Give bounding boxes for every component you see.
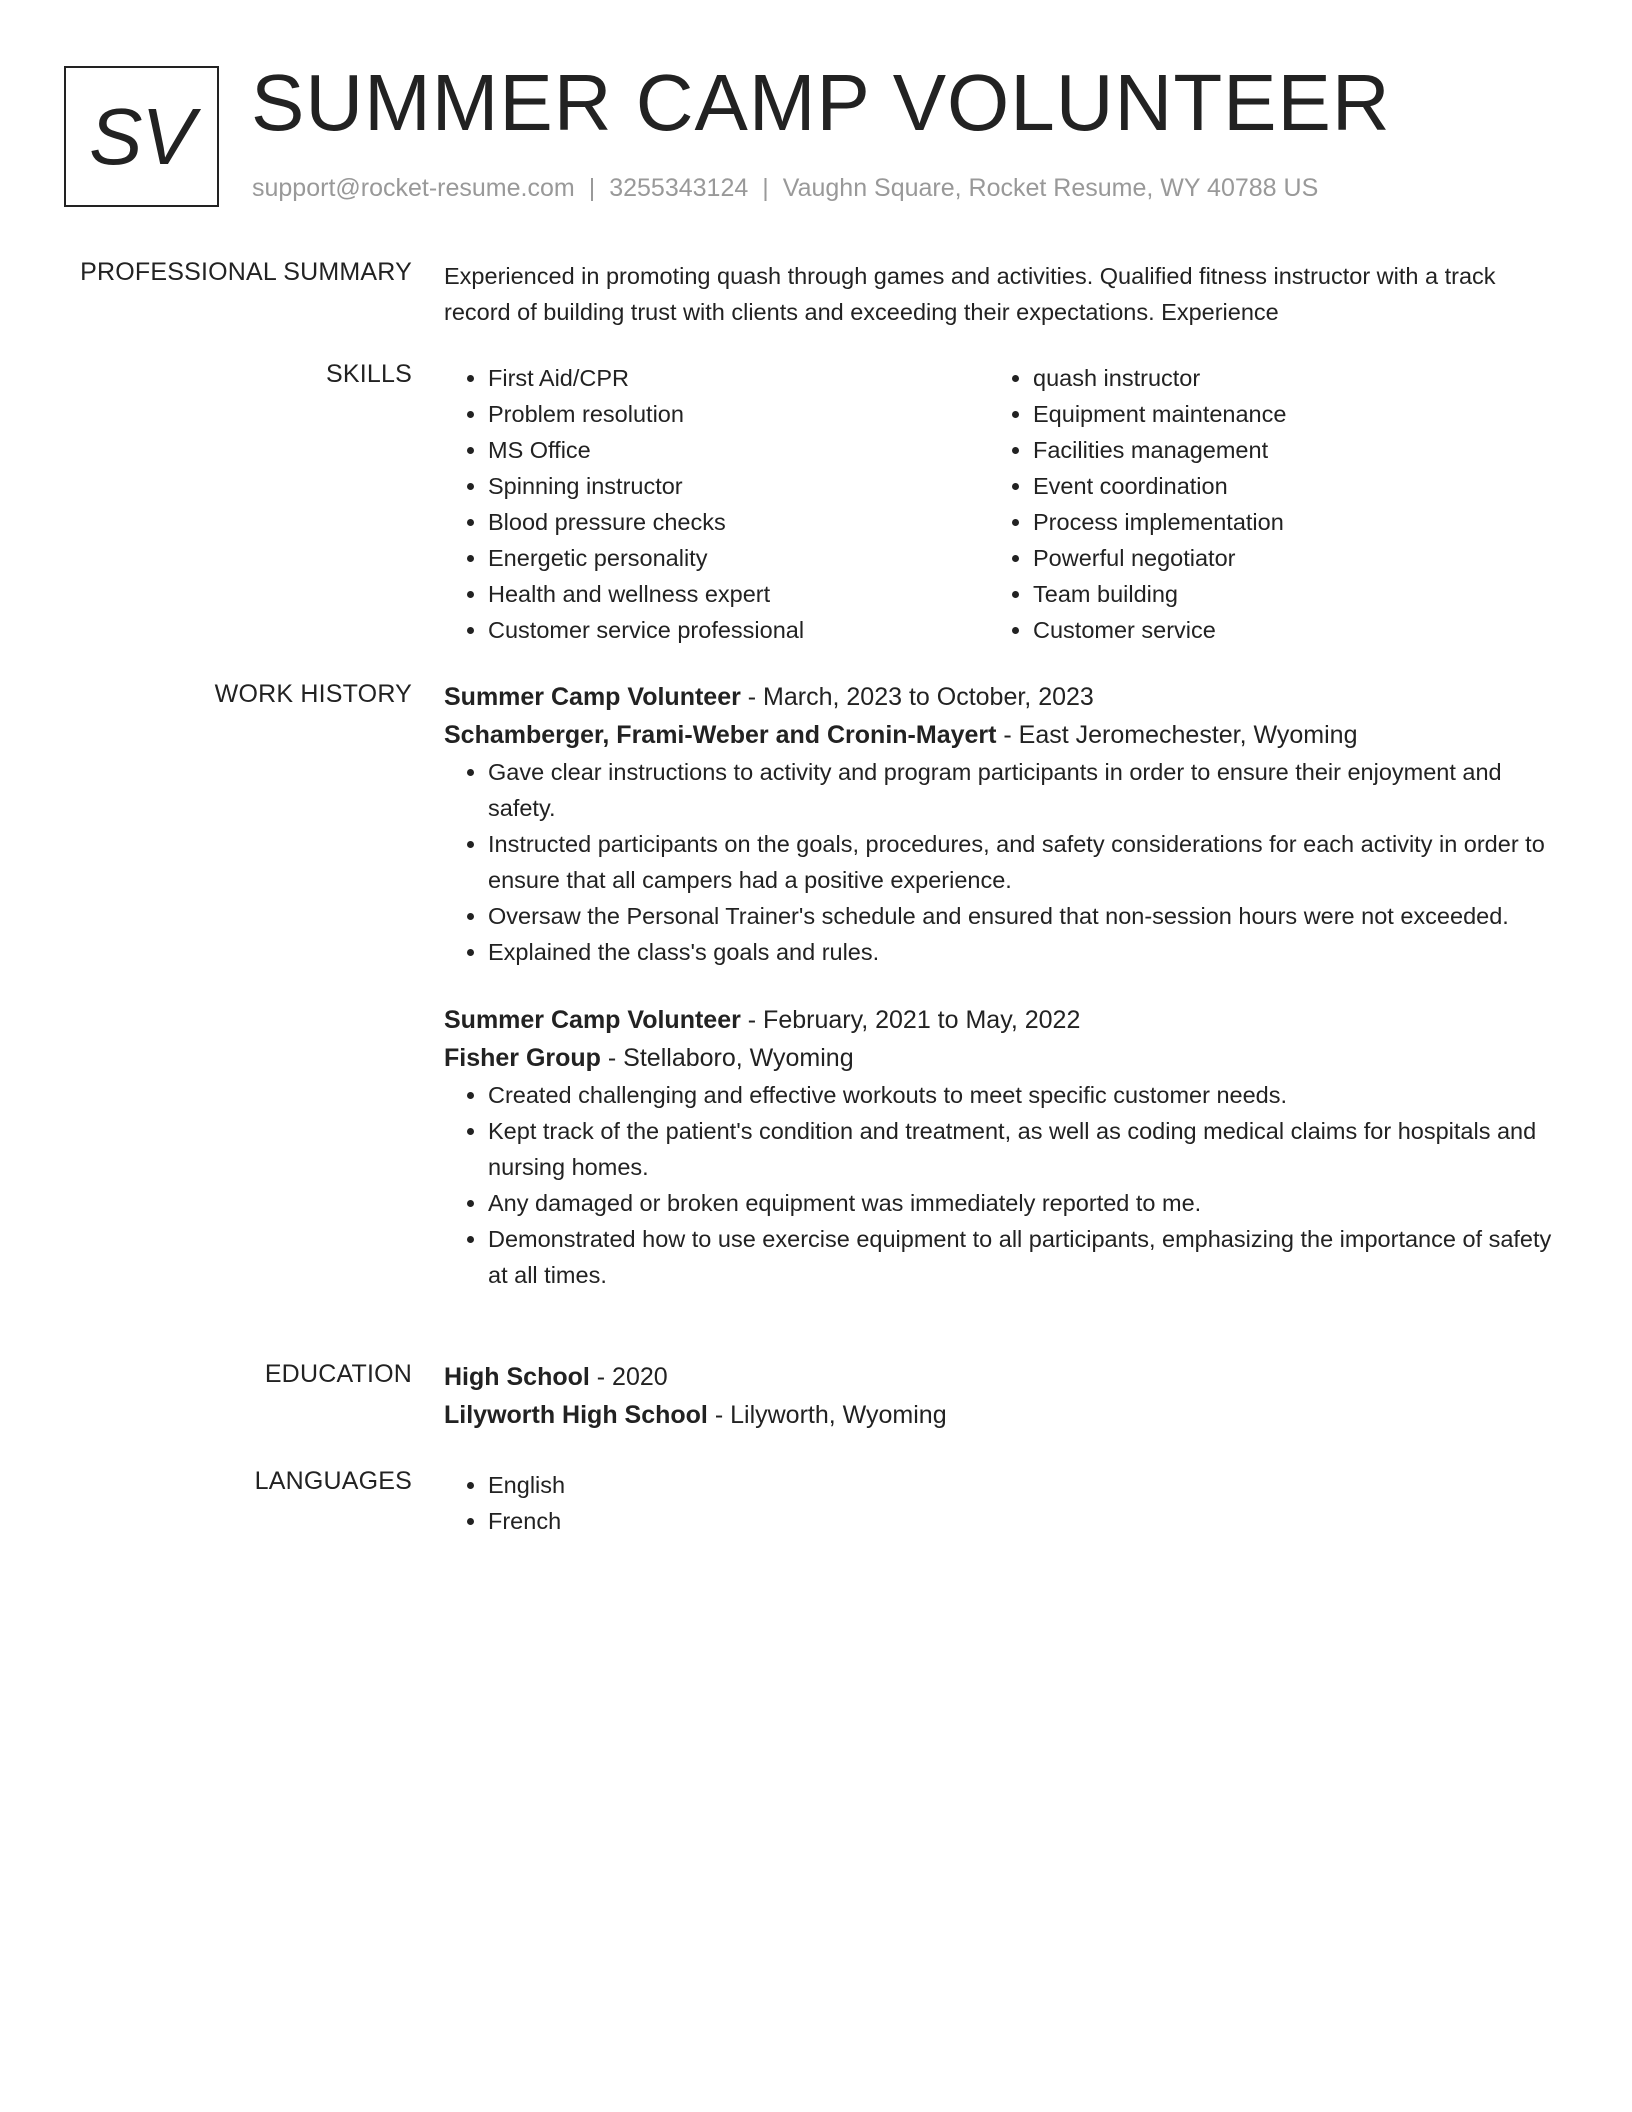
language-item: • English	[488, 1467, 1556, 1503]
languages-list	[444, 1467, 1556, 1539]
skill-item: • Customer service	[1033, 612, 1534, 648]
job-company-line	[444, 1039, 1556, 1077]
contact-line	[252, 174, 1318, 203]
job-title: Summer Camp Volunteer	[444, 683, 741, 711]
page-title: SUMMER CAMP VOLUNTEER	[251, 58, 1391, 147]
skill-item: • Energetic personality	[488, 540, 989, 576]
job-bullet: • Any damaged or broken equipment was immediately reported to me.	[488, 1185, 1556, 1221]
skills-heading: SKILLS	[326, 360, 412, 388]
monogram-logo: SV	[64, 66, 219, 207]
skill-item: • Powerful negotiator	[1033, 540, 1534, 576]
job-title-line	[444, 1001, 1556, 1039]
job-entry	[444, 1001, 1556, 1293]
education-school: Lilyworth High School	[444, 1401, 708, 1429]
job-dates: - March, 2023 to October, 2023	[740, 683, 1094, 711]
job-company: Schamberger, Frami-Weber and Cronin-Mayert	[444, 721, 997, 749]
skill-item: • Problem resolution	[488, 396, 989, 432]
skill-item: • Blood pressure checks	[488, 504, 989, 540]
contact-separator: |	[588, 174, 596, 202]
job-title-line	[444, 678, 1556, 716]
job-bullet: • Demonstrated how to use exercise equipment to all participants, emphasizing the importance of safety at all times.	[488, 1221, 1556, 1293]
job-bullet: • Kept track of the patient's condition and treatment, as well as coding medical claims for hospitals and nursing homes.	[488, 1113, 1556, 1185]
education-year: - 2020	[589, 1363, 668, 1391]
skills-list-right	[989, 360, 1534, 648]
job-title: Summer Camp Volunteer	[444, 1006, 741, 1034]
job-location: - Stellaboro, Wyoming	[600, 1044, 854, 1072]
contact-separator: |	[762, 174, 769, 202]
summary-body	[444, 258, 1556, 330]
skills-body	[444, 360, 1556, 648]
education-heading: EDUCATION	[264, 1360, 412, 1388]
work-history-heading: WORK HISTORY	[214, 680, 412, 708]
summary-heading: PROFESSIONAL SUMMARY	[80, 258, 412, 286]
job-bullets	[444, 754, 1556, 970]
skill-item: • Equipment maintenance	[1033, 396, 1534, 432]
education-degree-line	[444, 1358, 1556, 1396]
skill-item: • Health and wellness expert	[488, 576, 989, 612]
education-degree: High School	[444, 1363, 590, 1391]
skill-item: • quash instructor	[1033, 360, 1534, 396]
languages-heading: LANGUAGES	[254, 1467, 412, 1495]
work-history-body	[444, 678, 1556, 1293]
contact-phone: 3255343124	[609, 174, 749, 202]
job-bullet: • Explained the class's goals and rules.	[488, 934, 1556, 970]
job-dates: - February, 2021 to May, 2022	[740, 1006, 1081, 1034]
job-bullet: • Instructed participants on the goals, procedures, and safety considerations for each activity in order to ensure that all campers had a positive experience.	[488, 826, 1556, 898]
contact-address: Vaughn Square, Rocket Resume, WY 40788 US	[782, 174, 1319, 202]
job-company-line	[444, 716, 1556, 754]
summary-text: Experienced in promoting quash through games and activities. Qualified fitness instructor with a track record of building trust with clients and exceeding their expectations. Experience	[444, 263, 1496, 325]
education-body	[444, 1358, 1556, 1434]
job-bullet: • Oversaw the Personal Trainer's schedule and ensured that non-session hours were not exceeded.	[488, 898, 1556, 934]
education-school-line	[444, 1396, 1556, 1434]
education-location: - Lilyworth, Wyoming	[707, 1401, 947, 1429]
job-company: Fisher Group	[444, 1044, 601, 1072]
contact-email: support@rocket-resume.com	[252, 174, 575, 202]
skill-item: • Team building	[1033, 576, 1534, 612]
skills-list-left	[444, 360, 989, 648]
languages-body	[444, 1467, 1556, 1539]
skill-item: • Customer service professional	[488, 612, 989, 648]
skill-item: • Event coordination	[1033, 468, 1534, 504]
skill-item: • Spinning instructor	[488, 468, 989, 504]
job-location: - East Jeromechester, Wyoming	[996, 721, 1358, 749]
job-bullet: • Created challenging and effective workouts to meet specific customer needs.	[488, 1077, 1556, 1113]
skill-item: • Process implementation	[1033, 504, 1534, 540]
skill-item: • Facilities management	[1033, 432, 1534, 468]
language-item: • French	[488, 1503, 1556, 1539]
job-bullets	[444, 1077, 1556, 1293]
skill-item: • MS Office	[488, 432, 989, 468]
skill-item: • First Aid/CPR	[488, 360, 989, 396]
job-entry	[444, 678, 1556, 970]
job-bullet: • Gave clear instructions to activity and program participants in order to ensure their enjoyment and safety.	[488, 754, 1556, 826]
